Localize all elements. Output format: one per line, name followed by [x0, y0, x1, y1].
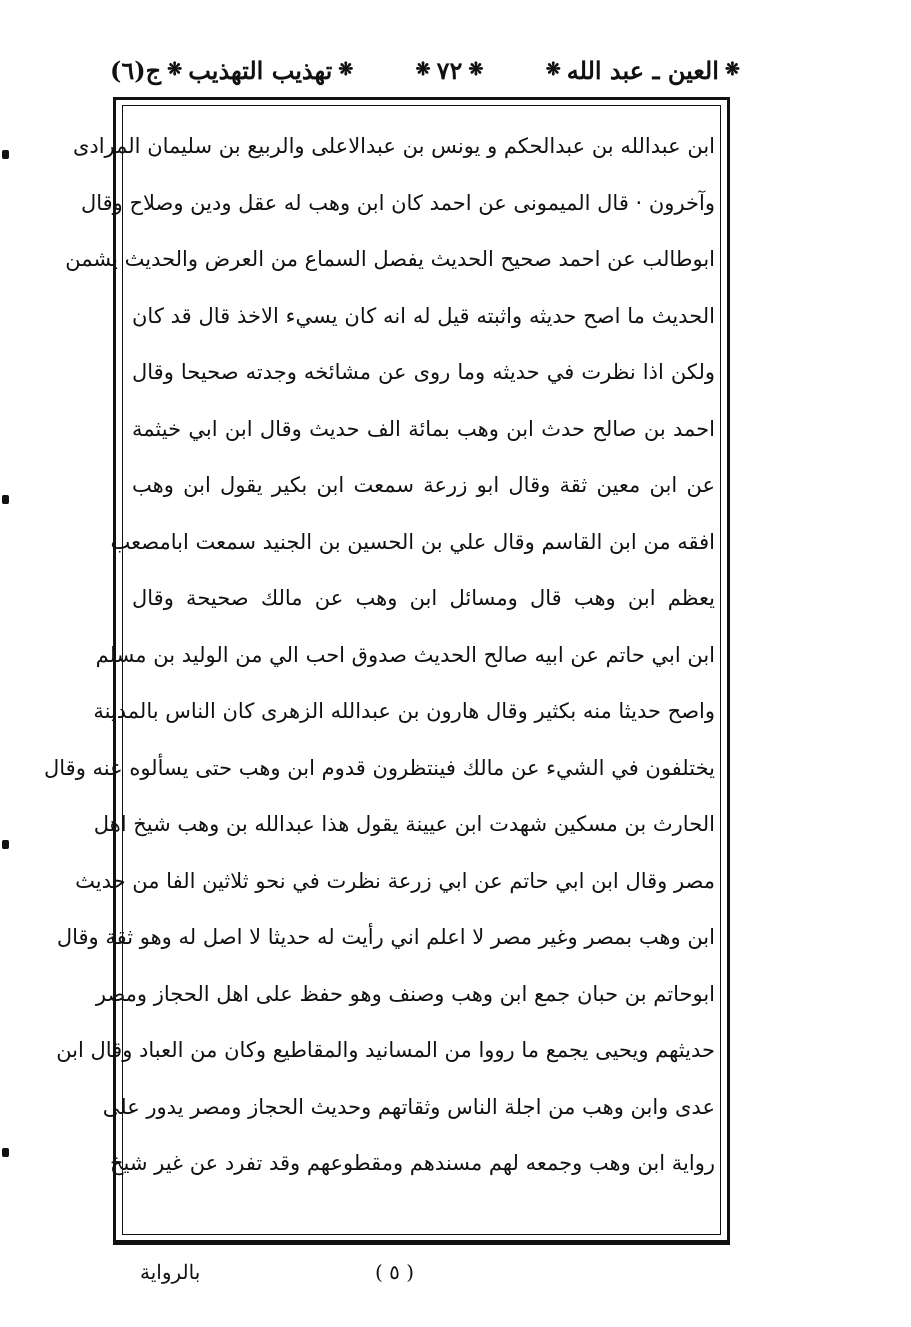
ornament-icon: ❋: [338, 59, 354, 80]
ornament-icon: ❋: [415, 59, 431, 80]
text-line: افقه من ابن القاسم وقال علي بن الحسين بن الجنيد سمعت ابامصعب: [110, 529, 715, 554]
text-line: عدى وابن وهب من اجلة الناس وثقاتهم وحديث الحجاز ومصر يدور على: [102, 1094, 715, 1119]
volume-label: ج(٦): [110, 55, 162, 85]
margin-mark: [2, 1148, 9, 1157]
text-line: ابن ابي حاتم عن ابيه صالح الحديث صدوق احب الي من الوليد بن مسلم: [95, 642, 715, 667]
catchword: بالرواية: [140, 1260, 201, 1284]
ornament-icon: ❋: [724, 59, 740, 80]
text-line: رواية ابن وهب وجمعه لهم مسندهم ومقطوعهم وقد تفرد عن غير شيخ: [109, 1151, 715, 1175]
ornament-icon: ❋: [468, 59, 484, 80]
text-line: وآخرون · قال الميمونى عن احمد كان ابن وهب له عقل ودين وصلاح وقال: [80, 190, 715, 215]
margin-mark: [2, 840, 9, 849]
body-text: [44, 118, 715, 1192]
text-line: يختلفون في الشيء عن مالك فينتظرون قدوم ابن وهب حتى يسألوه عنه وقال: [44, 755, 715, 780]
header-page-group: [416, 56, 484, 85]
text-line: ولكن اذا نظرت في حديثه وما روى عن مشائخه وجدته صحيحا وقال: [132, 360, 715, 384]
text-line: احمد بن صالح حدث ابن وهب بمائة الف حديث وقال ابن ابي خيثمة: [132, 416, 715, 441]
ornament-icon: ❋: [545, 59, 561, 80]
signature-mark: ( ٥ ): [375, 1260, 415, 1284]
text-line: الحديث ما اصح حديثه واثبته قيل له انه كان يسيء الاخذ قال قد كان: [132, 303, 715, 328]
margin-mark: [2, 150, 9, 159]
text-line: ابوطالب عن احمد صحيح الحديث يفصل السماع من العرض والحديث يشمن: [65, 247, 715, 271]
ornament-icon: ❋: [167, 59, 183, 80]
text-line: عن ابن معين ثقة وقال ابو زرعة سمعت ابن بكير يقول ابن وهب: [132, 473, 715, 497]
running-header: [110, 50, 740, 90]
page-frame: [44, 97, 730, 1245]
text-line: حديثهم ويحيى يجمع ما رووا من المسانيد والمقاطيع وكان من العباد وقال ابن: [56, 1038, 715, 1062]
text-line: ابن وهب بمصر وغير مصر لا اعلم اني رأيت له حديثا لا اصل له وهو ثقة وقال: [56, 925, 715, 949]
text-line: يعظم ابن وهب قال ومسائل ابن وهب عن مالك صحيحة وقال: [132, 586, 715, 610]
section-title: العين ـ عبد الله: [566, 55, 719, 85]
book-title: تهذيب التهذيب: [188, 55, 333, 85]
margin-mark: [2, 495, 9, 504]
text-line: مصر وقال ابن ابي حاتم عن ابي زرعة نظرت في نحو ثلاثين الفا من حديث: [75, 868, 715, 893]
page-number: ٧٢: [436, 55, 463, 85]
text-line: ابن عبدالله بن عبدالحكم و يونس بن عبدالاعلى والربيع بن سليمان المرادى: [72, 134, 715, 158]
text-line: الحارث بن مسكين شهدت ابن عيينة يقول هذا عبدالله بن وهب شيخ اهل: [93, 812, 715, 836]
header-section-group: [546, 56, 740, 85]
text-line: واصح حديثا منه بكثير وقال هارون بن عبدالله الزهرى كان الناس بالمدينة: [93, 699, 715, 723]
text-line: ابوحاتم بن حبان جمع ابن وهب وصنف وهو حفظ على اهل الحجاز ومصر: [95, 981, 715, 1006]
header-volume-group: [110, 56, 353, 85]
